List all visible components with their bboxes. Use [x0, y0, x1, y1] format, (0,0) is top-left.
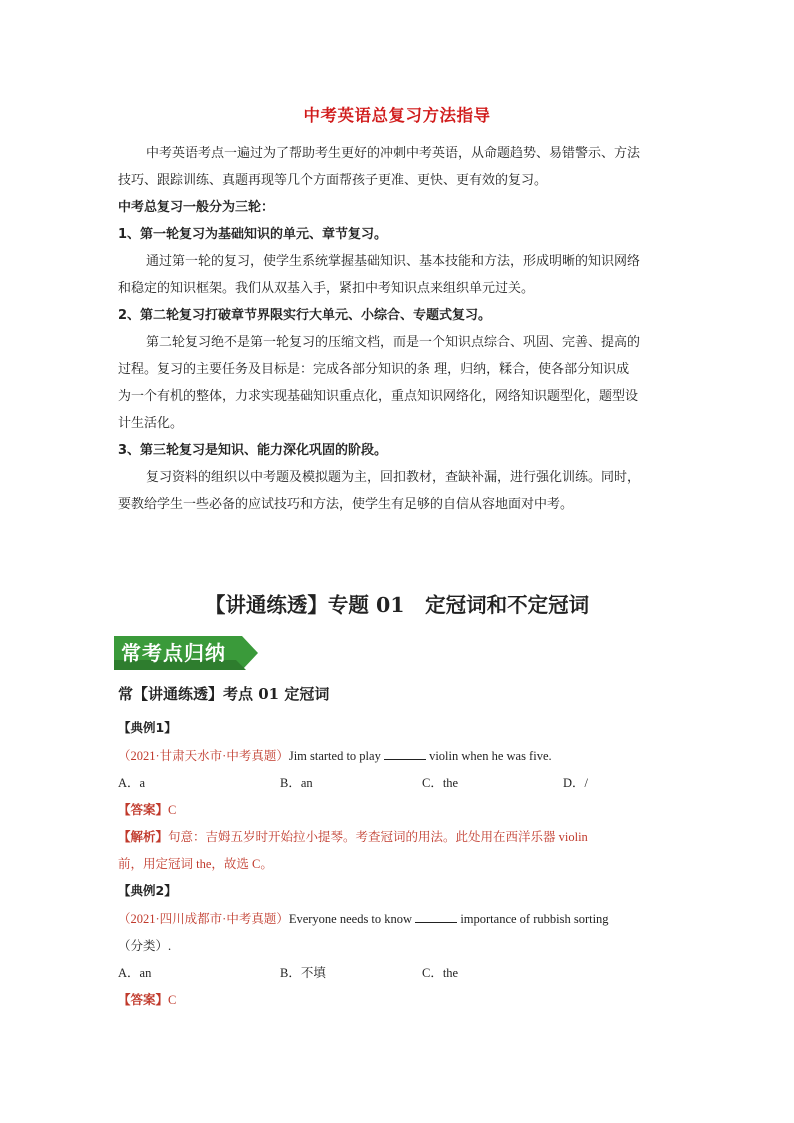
- example1-option-a: A．a: [118, 776, 146, 790]
- example2-label-text: 【典例2】: [118, 883, 177, 898]
- example2-option-c: C．the: [422, 966, 459, 980]
- intro-line-1: 中考英语考点一遍过为了帮助考生更好的冲刺中考英语，从命题趋势、易错警示、方法: [146, 146, 641, 161]
- example2-stem: [118, 909, 609, 927]
- example1-analysis-label: 【解析】: [118, 829, 169, 844]
- example2-answer: [118, 990, 176, 1008]
- example2-answer-label: 【答案】: [118, 992, 169, 1007]
- example2-answer-value: C: [168, 993, 177, 1007]
- round2-line-2: 过程。复习的主要任务及目标是：完成各部分知识的条 理，归纳，糅合，使各部分知识成: [118, 362, 630, 377]
- example1-analysis-text-1: 句意：吉姆五岁时开始拉小提琴。考查冠词的用法。此处用在西洋乐器 violin: [168, 830, 588, 844]
- example1-label: [118, 718, 177, 736]
- round2-line-4: 计生活化。: [118, 416, 184, 431]
- example1-stem: [118, 746, 552, 764]
- rounds-heading: 中考总复习一般分为三轮：: [118, 200, 275, 215]
- example1-option-b: B．an: [280, 776, 313, 790]
- example1-label-text: 【典例1】: [118, 720, 177, 735]
- round2-heading: 2、第二轮复习打破章节界限实行大单元、小综合、专题式复习。: [118, 308, 492, 323]
- example1-answer-value: C: [168, 803, 177, 817]
- example2-label: [118, 881, 177, 899]
- round2-line-1: 第二轮复习绝不是第一轮复习的压缩文档，而是一个知识点综合、巩固、完善、提高的: [146, 335, 641, 350]
- topic-title: 【讲通练透】专题 01 定冠词和不定冠词: [204, 593, 590, 617]
- example1-source: （2021·甘肃天水市·中考真题）: [118, 749, 289, 763]
- example2-option-a: A．an: [118, 966, 152, 980]
- banner-label: 常考点归纳: [121, 641, 226, 665]
- example1-answer-label: 【答案】: [118, 802, 169, 817]
- example1-answer: [118, 800, 176, 818]
- example1-option-c: C．the: [422, 776, 459, 790]
- round3-heading: 3、第三轮复习是知识、能力深化巩固的阶段。: [118, 443, 388, 458]
- round2-line-3: 为一个有机的整体，力求实现基础知识重点化，重点知识网络化，网络知识题型化，题型设: [118, 389, 639, 404]
- round1-line-1: 通过第一轮的复习，使学生系统掌握基础知识、基本技能和方法，形成明晰的知识网络: [146, 254, 641, 269]
- round1-heading: 1、第一轮复习为基础知识的单元、章节复习。: [118, 227, 388, 242]
- example2-stem-before: Everyone needs to know: [288, 912, 416, 926]
- intro-line-2: 技巧、跟踪训练、真题再现等几个方面帮孩子更准、更快、更有效的复习。: [118, 173, 548, 188]
- round1-line-2: 和稳定的知识框架。我们从双基入手，紧扣中考知识点来组织单元过关。: [118, 281, 535, 296]
- round3-line-1: 复习资料的组织以中考题及模拟题为主，回扣教材，查缺补漏，进行强化训练。同时，: [146, 470, 641, 485]
- example2-source: （2021·四川成都市·中考真题）: [118, 912, 289, 926]
- example1-option-d: D．/: [563, 776, 589, 790]
- example1-analysis-line-2: 前，用定冠词 the，故选 C。: [118, 857, 273, 871]
- example2-option-b: B．不填: [280, 966, 326, 980]
- guide-title: 中考英语总复习方法指导: [303, 106, 491, 125]
- example2-stem-after: importance of rubbish sorting: [457, 912, 609, 926]
- example1-stem-after: violin when he was five.: [425, 749, 552, 763]
- example1-blank: [384, 747, 426, 760]
- example2-blank: [415, 910, 457, 923]
- example1-stem-before: Jim started to play: [288, 749, 384, 763]
- example1-analysis-line-1: [118, 827, 588, 845]
- key-point-title: 常【讲通练透】考点 01 定冠词: [118, 685, 330, 703]
- round3-line-2: 要教给学生一些必备的应试技巧和方法，使学生有足够的自信从容地面对中考。: [118, 497, 574, 512]
- example2-stem-line-2: （分类）.: [118, 939, 172, 953]
